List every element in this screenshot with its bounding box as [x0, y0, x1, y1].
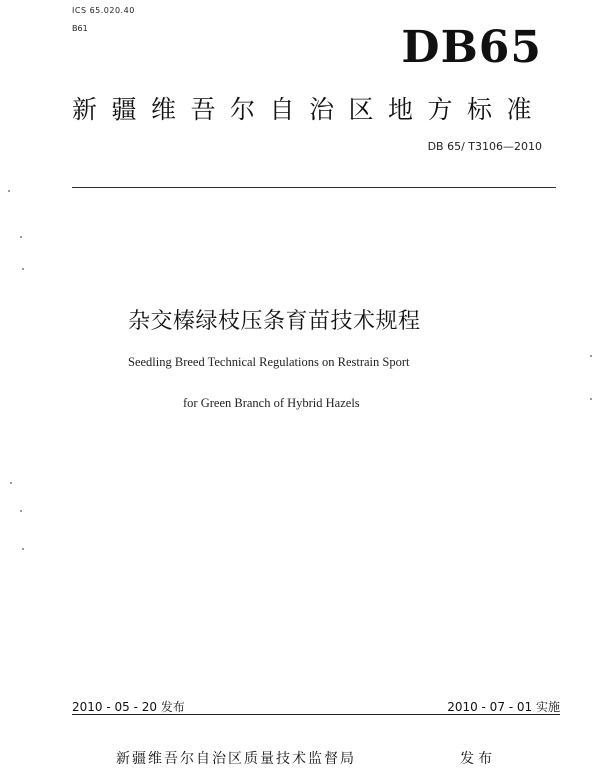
scan-speck: [590, 398, 592, 400]
implementation-date: 2010 - 07 - 01 实施: [447, 700, 560, 714]
standard-authority-title: 新疆维吾尔自治区地方标准: [72, 95, 547, 124]
footer-divider: [72, 714, 560, 715]
ccs-code: B61: [72, 24, 88, 33]
ics-code: ICS 65.020.40: [72, 6, 135, 15]
scan-speck: [22, 268, 24, 270]
standard-logo: DB65: [401, 22, 542, 73]
scan-speck: [590, 355, 592, 357]
scan-speck: [20, 236, 22, 238]
issue-label: 发布: [460, 751, 496, 767]
scan-speck: [8, 190, 10, 192]
scan-speck: [20, 510, 22, 512]
scan-speck: [22, 548, 24, 550]
issuing-authority: 新疆维吾尔自治区质量技术监督局: [116, 751, 356, 767]
issue-date: 2010 - 05 - 20 发布: [72, 700, 185, 714]
document-title-english-line2: for Green Branch of Hybrid Hazels: [183, 396, 360, 410]
scan-speck: [10, 482, 12, 484]
document-title-chinese: 杂交榛绿枝压条育苗技术规程: [128, 309, 421, 334]
document-title-english-line1: Seedling Breed Technical Regulations on Restrain Sport: [128, 355, 410, 369]
standard-number: DB 65/ T3106—2010: [427, 140, 542, 153]
header-divider: [72, 187, 556, 188]
